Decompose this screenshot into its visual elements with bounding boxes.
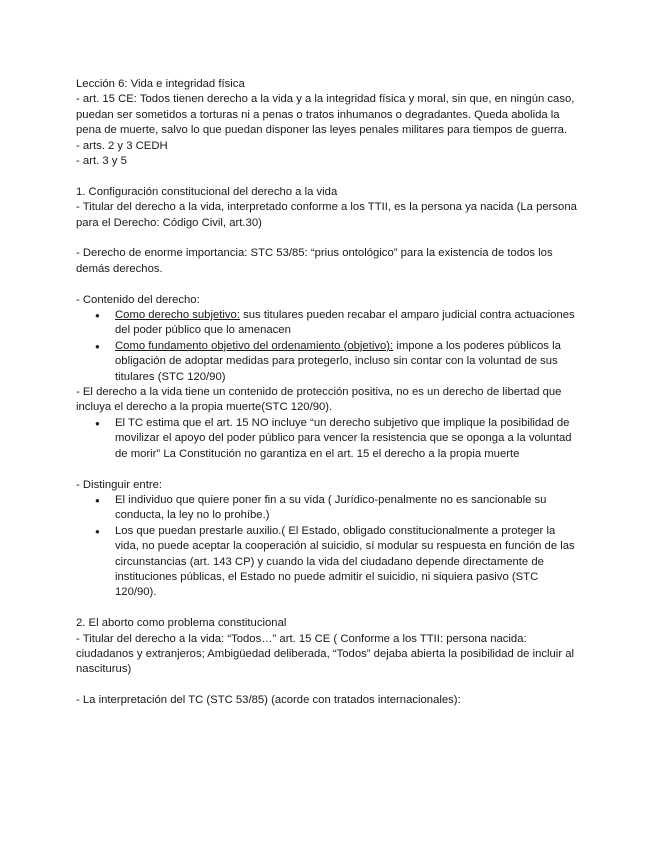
proteccion-paragraph: - El derecho a la vida tiene un contenido de protección positiva, no es un derecho de libertad que incluya el derecho a la propia muerte(STC 120/90). (76, 386, 562, 414)
section-2-titular: - Titular del derecho a la vida: “Todos…” art. 15 CE ( Conforme a los TTII: persona nacida: ciudadanos y extranjeros; Ambigüedad deliberada, “Todos” dejaba abierta la posibilidad de incluir al nasciturus) (76, 632, 575, 676)
intro-cedh: - arts. 2 y 3 CEDH (76, 139, 168, 152)
list-item: ● Los que puedan prestarle auxilio.( El Estado, obligado constitucionalmente a proteger la vida, no puede aceptar la cooperación al suicidio, sí modular su respuesta en función de las circunstancias (art. 143 CP) y cuando la vida del ciudadano depende directamente de instituciones públicas, el Estado no puede admitir el suicidio, ni siquiera pasivo (STC 120/90). (115, 524, 578, 601)
list-item-lead: Como derecho subjetivo: (115, 309, 240, 322)
list-item-text: sus titulares pueden recabar el amparo judicial contra actuaciones del poder público que lo amenacen (115, 309, 575, 337)
list-item (115, 308, 578, 339)
spacer (76, 601, 578, 616)
list-item (115, 339, 578, 385)
contenido-list (76, 308, 578, 385)
distinguir-heading: - Distinguir entre: (76, 478, 163, 491)
spacer (76, 231, 578, 246)
list-item-text: impone a los poderes públicos la obligación de adoptar medidas para protegerlo, incluso sin contar con la voluntad de sus titulares (STC 120/90) (115, 339, 561, 383)
list-item-lead: Como fundamento objetivo del ordenamiento (objetivo): (115, 339, 394, 352)
list-item: ● El TC estima que el art. 15 NO incluye “un derecho subjetivo que implique la posibilidad de movilizar el apoyo del poder público para vencer la resistencia que se oponga a la voluntad de morir” La Constitución no garantiza en el art. 15 el derecho a la propia muerte (115, 416, 578, 462)
lesson-title: Lección 6: Vida e integridad física (76, 78, 245, 90)
section-1-importancia: - Derecho de enorme importancia: STC 53/85: “prius ontológico” para la existencia de todos los demás derechos. (76, 247, 553, 275)
tc-list (76, 416, 578, 462)
spacer (76, 462, 578, 477)
spacer (76, 277, 578, 292)
spacer (76, 169, 578, 184)
spacer (76, 678, 578, 693)
intro-article-15: - art. 15 CE: Todos tienen derecho a la vida y a la integridad física y moral, sin que, en ningún caso, puedan ser sometidos a torturas ni a penas o tratos inhumanos o degradantes. Queda abolida la pena de muerte, salvo lo que puedan disponer las leyes penales militares para tiempos de guerra. (76, 93, 575, 137)
contenido-heading: - Contenido del derecho: (76, 293, 200, 306)
section-1-titular: - Titular del derecho a la vida, interpretado conforme a los TTII, es la persona ya nacida (La persona para el Derecho: Código Civil, art.30) (76, 201, 577, 229)
section-1-heading: 1. Configuración constitucional del derecho a la vida (76, 185, 338, 198)
list-item: ● El individuo que quiere poner fin a su vida ( Jurídico-penalmente no es sancionable su conducta, la ley no lo prohíbe.) (115, 493, 578, 524)
distinguir-list (76, 493, 578, 601)
document-page (76, 77, 578, 709)
section-2-interpretacion: - La interpretación del TC (STC 53/85) (acorde con tratados internacionales): (76, 694, 461, 707)
intro-art-3-5: - art. 3 y 5 (76, 155, 127, 168)
section-2-heading: 2. El aborto como problema constitucional (76, 617, 287, 630)
